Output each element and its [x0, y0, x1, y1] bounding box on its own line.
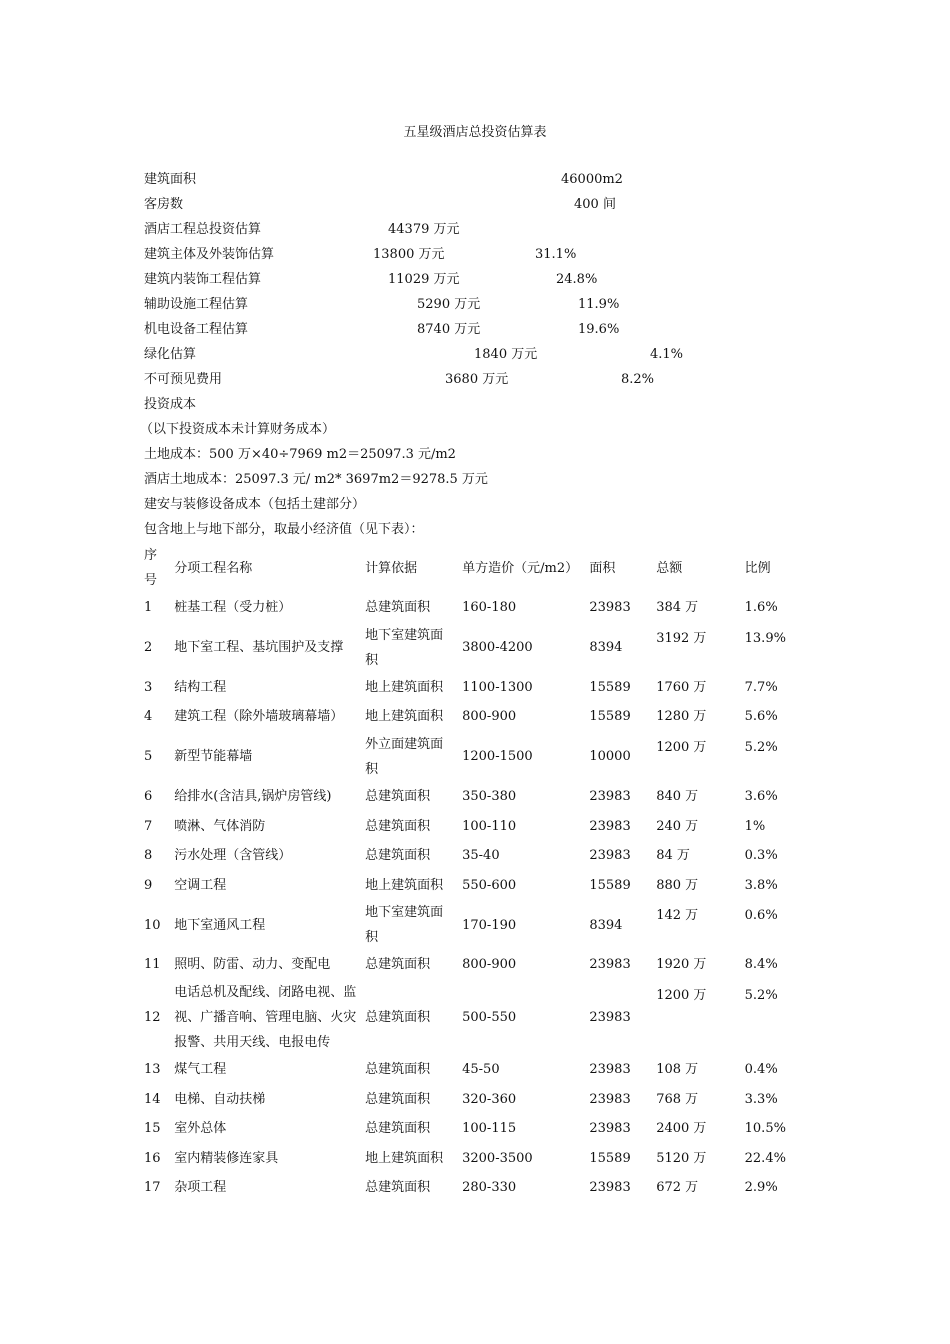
table-cell: 23983 — [589, 957, 631, 973]
table-cell: 22.4% — [744, 1150, 786, 1166]
summary-value: 5290 万元 — [417, 297, 481, 312]
cost-table — [140, 543, 800, 1203]
table-cell: 地下室建筑面积 — [365, 627, 444, 668]
table-cell: 2400 万 — [656, 1121, 707, 1137]
table-cell: 5.2% — [744, 987, 778, 1003]
table-row — [140, 782, 800, 812]
table-cell: 384 万 — [656, 600, 699, 616]
table-row — [140, 732, 800, 782]
table-cell: 45-50 — [462, 1062, 500, 1078]
table-cell: 5 — [144, 749, 153, 765]
table-cell: 13.9% — [744, 630, 786, 646]
table-cell: 8.4% — [744, 957, 778, 973]
table-cell: 8394 — [589, 640, 623, 656]
table-cell: 1200 万 — [656, 987, 707, 1003]
summary-label: 建筑面积 — [144, 172, 197, 187]
table-cell: 杂项工程 — [174, 1180, 227, 1196]
table-cell: 170-190 — [462, 917, 517, 933]
table-cell: 1200 万 — [656, 739, 707, 755]
table-cell: 500-550 — [462, 1009, 517, 1025]
table-cell: 地下室通风工程 — [174, 917, 266, 933]
column-header: 分项工程名称 — [174, 560, 253, 576]
table-cell: 15589 — [589, 709, 631, 725]
table-cell: 0.6% — [744, 908, 778, 924]
table-cell: 1920 万 — [656, 957, 707, 973]
table-cell: 15 — [144, 1121, 161, 1137]
table-cell: 3.6% — [744, 789, 778, 805]
summary-value: 400 间 — [574, 197, 616, 212]
table-cell: 7.7% — [744, 679, 778, 695]
table-cell: 23983 — [589, 1009, 631, 1025]
table-cell: 550-600 — [462, 877, 517, 893]
table-cell: 6 — [144, 789, 153, 805]
table-cell: 240 万 — [656, 818, 699, 834]
table-cell: 11 — [144, 957, 161, 973]
column-header: 计算依据 — [365, 560, 418, 576]
table-cell: 17 — [144, 1180, 161, 1196]
table-cell: 照明、防雷、动力、变配电 — [174, 957, 331, 973]
table-cell: 煤气工程 — [174, 1062, 227, 1078]
table-cell: 总建筑面积 — [365, 1180, 431, 1196]
note-line: （以下投资成本未计算财务成本） — [140, 422, 336, 437]
table-row — [140, 950, 800, 980]
table-cell: 768 万 — [656, 1091, 699, 1107]
table-cell: 15589 — [589, 1150, 631, 1166]
table-cell: 3200-3500 — [462, 1150, 533, 1166]
summary-value: 44379 万元 — [388, 222, 460, 237]
table-cell: 14 — [144, 1091, 161, 1107]
table-cell: 23983 — [589, 1062, 631, 1078]
summary-percent: 24.8% — [556, 272, 598, 287]
table-cell: 喷淋、气体消防 — [174, 818, 266, 834]
summary-value: 1840 万元 — [474, 347, 538, 362]
table-cell: 142 万 — [656, 908, 699, 924]
table-cell: 室外总体 — [174, 1121, 227, 1137]
summary-label: 不可预见费用 — [144, 372, 223, 387]
table-cell: 8 — [144, 848, 153, 864]
table-row — [140, 702, 800, 732]
table-row — [140, 1114, 800, 1144]
table-cell: 2 — [144, 640, 153, 656]
table-cell: 12 — [144, 1009, 161, 1025]
note-line: 投资成本 — [144, 397, 197, 412]
table-cell: 地上建筑面积 — [365, 877, 444, 893]
table-row — [140, 593, 800, 623]
table-cell: 1280 万 — [656, 709, 707, 725]
table-cell: 280-330 — [462, 1180, 517, 1196]
table-cell: 总建筑面积 — [365, 957, 431, 973]
summary-value: 8740 万元 — [417, 322, 481, 337]
summary-value: 3680 万元 — [445, 372, 509, 387]
table-cell: 地上建筑面积 — [365, 709, 444, 725]
column-header: 面积 — [589, 560, 616, 576]
table-cell: 地上建筑面积 — [365, 1150, 444, 1166]
table-row — [140, 1173, 800, 1203]
table-row — [140, 1084, 800, 1114]
summary-value: 46000m2 — [561, 172, 623, 187]
note-line: 建安与装修设备成本（包括土建部分） — [144, 497, 366, 512]
table-cell: 1200-1500 — [462, 749, 533, 765]
table-header-row — [140, 543, 800, 593]
table-row — [140, 673, 800, 703]
table-cell: 新型节能幕墙 — [174, 749, 253, 765]
table-cell: 5.6% — [744, 709, 778, 725]
table-cell: 672 万 — [656, 1180, 699, 1196]
table-cell: 总建筑面积 — [365, 818, 431, 834]
table-cell: 3 — [144, 679, 153, 695]
table-cell: 15589 — [589, 679, 631, 695]
table-cell: 84 万 — [656, 848, 690, 864]
table-cell: 880 万 — [656, 877, 699, 893]
summary-value: 13800 万元 — [373, 247, 445, 262]
table-cell: 电话总机及配线、闭路电视、监视、广播音响、管理电脑、火灾报警、共用天线、电报电传 — [174, 984, 357, 1050]
table-cell: 7 — [144, 818, 153, 834]
table-row — [140, 623, 800, 673]
summary-label: 酒店工程总投资估算 — [144, 222, 262, 237]
table-cell: 污水处理（含管线） — [174, 848, 292, 864]
note-line: 酒店土地成本：25097.3 元/ m2* 3697m2＝9278.5 万元 — [144, 472, 488, 487]
table-cell: 地上建筑面积 — [365, 679, 444, 695]
summary-label: 建筑主体及外装饰估算 — [144, 247, 275, 262]
table-cell: 总建筑面积 — [365, 1009, 431, 1025]
table-cell: 总建筑面积 — [365, 1062, 431, 1078]
table-cell: 给排水(含洁具,锅炉房管线) — [174, 789, 332, 805]
table-cell: 桩基工程（受力桩） — [174, 600, 292, 616]
table-cell: 23983 — [589, 848, 631, 864]
table-cell: 16 — [144, 1150, 161, 1166]
column-header: 比例 — [744, 560, 771, 576]
document-title: 五星级酒店总投资估算表 — [403, 125, 547, 140]
table-cell: 总建筑面积 — [365, 600, 431, 616]
table-cell: 840 万 — [656, 789, 699, 805]
column-header: 序号 — [144, 548, 158, 588]
table-cell: 建筑工程（除外墙玻璃幕墙） — [174, 709, 344, 725]
summary-percent: 11.9% — [578, 297, 620, 312]
table-cell: 160-180 — [462, 600, 517, 616]
table-cell: 5120 万 — [656, 1150, 707, 1166]
table-cell: 3.8% — [744, 877, 778, 893]
table-cell: 1.6% — [744, 600, 778, 616]
table-cell: 15589 — [589, 877, 631, 893]
table-cell: 总建筑面积 — [365, 848, 431, 864]
table-cell: 1 — [144, 600, 153, 616]
summary-percent: 4.1% — [650, 347, 684, 362]
table-cell: 空调工程 — [174, 877, 227, 893]
table-cell: 3.3% — [744, 1091, 778, 1107]
table-cell: 0.4% — [744, 1062, 778, 1078]
summary-label: 机电设备工程估算 — [144, 322, 249, 337]
table-cell: 23983 — [589, 818, 631, 834]
table-row — [140, 980, 800, 1055]
table-cell: 9 — [144, 877, 153, 893]
table-cell: 5.2% — [744, 739, 778, 755]
table-cell: 800-900 — [462, 709, 517, 725]
table-cell: 23983 — [589, 789, 631, 805]
table-cell: 100-115 — [462, 1121, 517, 1137]
summary-label: 建筑内装饰工程估算 — [144, 272, 262, 287]
table-row — [140, 841, 800, 871]
table-row — [140, 1144, 800, 1174]
summary-label: 绿化估算 — [144, 347, 197, 362]
table-row — [140, 900, 800, 950]
table-cell: 8394 — [589, 917, 623, 933]
table-cell: 13 — [144, 1062, 161, 1078]
column-header: 总额 — [656, 560, 683, 576]
table-cell: 结构工程 — [174, 679, 227, 695]
table-cell: 23983 — [589, 1180, 631, 1196]
table-cell: 800-900 — [462, 957, 517, 973]
table-cell: 320-360 — [462, 1091, 517, 1107]
table-cell: 3800-4200 — [462, 640, 533, 656]
table-cell: 10000 — [589, 749, 631, 765]
table-cell: 0.3% — [744, 848, 778, 864]
table-cell: 23983 — [589, 1121, 631, 1137]
table-cell: 4 — [144, 709, 153, 725]
table-cell: 电梯、自动扶梯 — [174, 1091, 266, 1107]
table-cell: 1100-1300 — [462, 679, 533, 695]
summary-percent: 19.6% — [578, 322, 620, 337]
table-cell: 23983 — [589, 1091, 631, 1107]
table-cell: 地下室建筑面积 — [365, 905, 444, 946]
note-line: 包含地上与地下部分，取最小经济值（见下表）： — [144, 522, 424, 537]
table-cell: 总建筑面积 — [365, 1091, 431, 1107]
table-cell: 总建筑面积 — [365, 1121, 431, 1137]
table-cell: 室内精装修连家具 — [174, 1150, 279, 1166]
summary-percent: 31.1% — [535, 247, 577, 262]
table-row — [140, 1055, 800, 1085]
table-cell: 350-380 — [462, 789, 517, 805]
table-cell: 1% — [744, 818, 766, 834]
summary-percent: 8.2% — [621, 372, 655, 387]
table-cell: 35-40 — [462, 848, 500, 864]
table-row — [140, 811, 800, 841]
summary-label: 客房数 — [144, 197, 184, 212]
table-cell: 1760 万 — [656, 679, 707, 695]
table-cell: 10 — [144, 917, 161, 933]
column-header: 单方造价（元/m2） — [462, 560, 579, 576]
table-cell: 地下室工程、基坑围护及支撑 — [174, 640, 344, 656]
table-cell: 外立面建筑面积 — [365, 736, 444, 777]
table-cell: 2.9% — [744, 1180, 778, 1196]
table-cell: 23983 — [589, 600, 631, 616]
table-cell: 3192 万 — [656, 630, 707, 646]
table-cell: 10.5% — [744, 1121, 786, 1137]
summary-value: 11029 万元 — [388, 272, 460, 287]
table-body — [140, 593, 800, 1203]
note-line: 土地成本：500 万×40÷7969 m2＝25097.3 元/m2 — [144, 447, 456, 462]
summary-label: 辅助设施工程估算 — [144, 297, 249, 312]
table-row — [140, 871, 800, 901]
table-cell: 108 万 — [656, 1062, 699, 1078]
table-cell: 100-110 — [462, 818, 517, 834]
table-cell: 总建筑面积 — [365, 789, 431, 805]
